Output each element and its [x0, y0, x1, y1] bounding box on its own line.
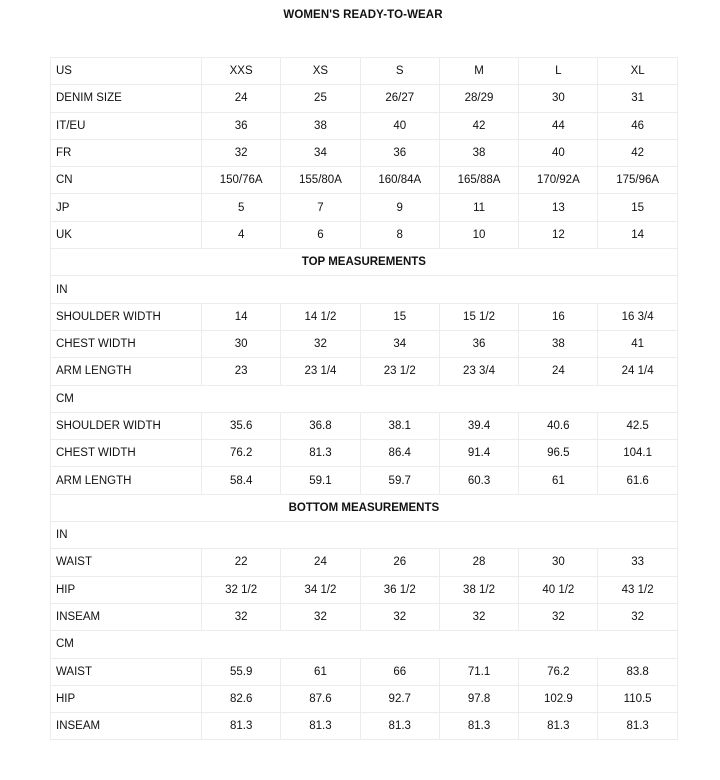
table-cell: 23: [202, 358, 281, 385]
table-cell: 30: [519, 549, 598, 576]
table-cell: 24 1/4: [598, 358, 677, 385]
table-row: [51, 549, 678, 576]
table-cell: 30: [202, 330, 281, 357]
row-label: US: [51, 58, 202, 85]
table-cell: 35.6: [202, 412, 281, 439]
table-cell: 9: [360, 194, 439, 221]
table-row: [51, 440, 678, 467]
row-label: INSEAM: [51, 713, 202, 740]
table-cell: 32: [202, 603, 281, 630]
row-label: JP: [51, 194, 202, 221]
table-row: [51, 330, 678, 357]
table-cell: 36 1/2: [360, 576, 439, 603]
table-row: [51, 112, 678, 139]
table-cell: 10: [439, 221, 518, 248]
table-cell: 16: [519, 303, 598, 330]
row-label: SHOULDER WIDTH: [51, 303, 202, 330]
table-cell: 24: [519, 358, 598, 385]
size-header-cell: XXS: [202, 58, 281, 85]
table-cell: 22: [202, 549, 281, 576]
table-cell: 33: [598, 549, 677, 576]
table-cell: 42: [439, 112, 518, 139]
unit-row: [51, 631, 678, 658]
table-cell: 81.3: [202, 713, 281, 740]
row-label: HIP: [51, 576, 202, 603]
table-cell: 6: [281, 221, 360, 248]
table-cell: 81.3: [598, 713, 677, 740]
table-cell: 15: [360, 303, 439, 330]
table-cell: 59.1: [281, 467, 360, 494]
size-header-cell: M: [439, 58, 518, 85]
table-cell: 5: [202, 194, 281, 221]
table-row: [51, 194, 678, 221]
table-cell: 40 1/2: [519, 576, 598, 603]
unit-label-in: IN: [51, 522, 678, 549]
table-cell: 42.5: [598, 412, 677, 439]
table-cell: 39.4: [439, 412, 518, 439]
table-cell: 82.6: [202, 685, 281, 712]
row-label: UK: [51, 221, 202, 248]
table-cell: 61: [281, 658, 360, 685]
table-row: [51, 685, 678, 712]
table-cell: 59.7: [360, 467, 439, 494]
table-cell: 26: [360, 549, 439, 576]
unit-label-cm: CM: [51, 631, 678, 658]
row-label: CN: [51, 167, 202, 194]
table-cell: 91.4: [439, 440, 518, 467]
unit-label-cm: CM: [51, 385, 678, 412]
table-cell: 12: [519, 221, 598, 248]
table-cell: 32: [202, 139, 281, 166]
table-cell: 38: [281, 112, 360, 139]
table-cell: 38: [519, 330, 598, 357]
table-cell: 44: [519, 112, 598, 139]
table-cell: 83.8: [598, 658, 677, 685]
table-cell: 31: [598, 85, 677, 112]
table-cell: 41: [598, 330, 677, 357]
table-cell: 81.3: [281, 713, 360, 740]
row-label: WAIST: [51, 658, 202, 685]
table-cell: 110.5: [598, 685, 677, 712]
row-label: ARM LENGTH: [51, 467, 202, 494]
table-cell: 36.8: [281, 412, 360, 439]
table-cell: 61: [519, 467, 598, 494]
table-cell: 66: [360, 658, 439, 685]
table-cell: 55.9: [202, 658, 281, 685]
table-cell: 34: [281, 139, 360, 166]
table-row: [51, 576, 678, 603]
table-cell: 34 1/2: [281, 576, 360, 603]
table-cell: 25: [281, 85, 360, 112]
size-header-cell: L: [519, 58, 598, 85]
row-label: INSEAM: [51, 603, 202, 630]
table-row: [51, 713, 678, 740]
row-label: HIP: [51, 685, 202, 712]
table-cell: 28: [439, 549, 518, 576]
table-cell: 87.6: [281, 685, 360, 712]
table-cell: 92.7: [360, 685, 439, 712]
table-cell: 76.2: [202, 440, 281, 467]
table-cell: 40: [519, 139, 598, 166]
table-cell: 7: [281, 194, 360, 221]
table-cell: 36: [360, 139, 439, 166]
table-cell: 15: [598, 194, 677, 221]
row-label: FR: [51, 139, 202, 166]
table-cell: 86.4: [360, 440, 439, 467]
table-cell: 97.8: [439, 685, 518, 712]
table-cell: 81.3: [281, 440, 360, 467]
table-cell: 170/92A: [519, 167, 598, 194]
table-cell: 4: [202, 221, 281, 248]
table-cell: 43 1/2: [598, 576, 677, 603]
table-cell: 102.9: [519, 685, 598, 712]
table-row: [51, 221, 678, 248]
table-cell: 11: [439, 194, 518, 221]
table-cell: 38: [439, 139, 518, 166]
row-label: DENIM SIZE: [51, 85, 202, 112]
table-cell: 15 1/2: [439, 303, 518, 330]
table-cell: 42: [598, 139, 677, 166]
unit-label-in: IN: [51, 276, 678, 303]
section-title-row: [51, 494, 678, 521]
table-cell: 32: [281, 603, 360, 630]
table-cell: 32: [281, 330, 360, 357]
table-row: [51, 303, 678, 330]
table-row: [51, 358, 678, 385]
table-cell: 32: [439, 603, 518, 630]
row-label: ARM LENGTH: [51, 358, 202, 385]
table-cell: 76.2: [519, 658, 598, 685]
table-cell: 30: [519, 85, 598, 112]
unit-row: [51, 276, 678, 303]
unit-row: [51, 385, 678, 412]
table-cell: 34: [360, 330, 439, 357]
size-chart-table: [50, 57, 678, 740]
table-cell: 23 3/4: [439, 358, 518, 385]
table-cell: 8: [360, 221, 439, 248]
table-cell: 36: [439, 330, 518, 357]
table-row: [51, 467, 678, 494]
table-cell: 13: [519, 194, 598, 221]
table-cell: 23 1/4: [281, 358, 360, 385]
row-label: CHEST WIDTH: [51, 440, 202, 467]
table-row: [51, 412, 678, 439]
table-row: [51, 85, 678, 112]
table-cell: 165/88A: [439, 167, 518, 194]
table-row: [51, 658, 678, 685]
row-label: WAIST: [51, 549, 202, 576]
row-label: CHEST WIDTH: [51, 330, 202, 357]
table-cell: 104.1: [598, 440, 677, 467]
table-cell: 40: [360, 112, 439, 139]
table-cell: 24: [202, 85, 281, 112]
table-cell: 26/27: [360, 85, 439, 112]
bottom-measurements-title: BOTTOM MEASUREMENTS: [51, 494, 678, 521]
table-cell: 36: [202, 112, 281, 139]
table-cell: 58.4: [202, 467, 281, 494]
table-cell: 150/76A: [202, 167, 281, 194]
table-cell: 38.1: [360, 412, 439, 439]
table-cell: 81.3: [360, 713, 439, 740]
size-header-cell: S: [360, 58, 439, 85]
table-row: [51, 603, 678, 630]
table-cell: 14 1/2: [281, 303, 360, 330]
table-cell: 14: [598, 221, 677, 248]
table-cell: 38 1/2: [439, 576, 518, 603]
table-cell: 32: [598, 603, 677, 630]
section-title-row: [51, 249, 678, 276]
table-cell: 14: [202, 303, 281, 330]
table-cell: 81.3: [439, 713, 518, 740]
table-cell: 28/29: [439, 85, 518, 112]
table-cell: 60.3: [439, 467, 518, 494]
row-label: SHOULDER WIDTH: [51, 412, 202, 439]
unit-row: [51, 522, 678, 549]
table-cell: 175/96A: [598, 167, 677, 194]
page-title: WOMEN'S READY-TO-WEAR: [283, 9, 443, 21]
top-measurements-title: TOP MEASUREMENTS: [51, 249, 678, 276]
table-cell: 24: [281, 549, 360, 576]
table-cell: 160/84A: [360, 167, 439, 194]
table-cell: 71.1: [439, 658, 518, 685]
row-label: IT/EU: [51, 112, 202, 139]
size-header-cell: XS: [281, 58, 360, 85]
table-cell: 155/80A: [281, 167, 360, 194]
size-header-cell: XL: [598, 58, 677, 85]
table-cell: 46: [598, 112, 677, 139]
table-cell: 81.3: [519, 713, 598, 740]
table-cell: 61.6: [598, 467, 677, 494]
table-cell: 16 3/4: [598, 303, 677, 330]
size-header-row: [51, 58, 678, 85]
table-row: [51, 167, 678, 194]
table-cell: 32: [519, 603, 598, 630]
table-cell: 96.5: [519, 440, 598, 467]
table-cell: 40.6: [519, 412, 598, 439]
table-cell: 32 1/2: [202, 576, 281, 603]
table-cell: 23 1/2: [360, 358, 439, 385]
table-row: [51, 139, 678, 166]
table-cell: 32: [360, 603, 439, 630]
